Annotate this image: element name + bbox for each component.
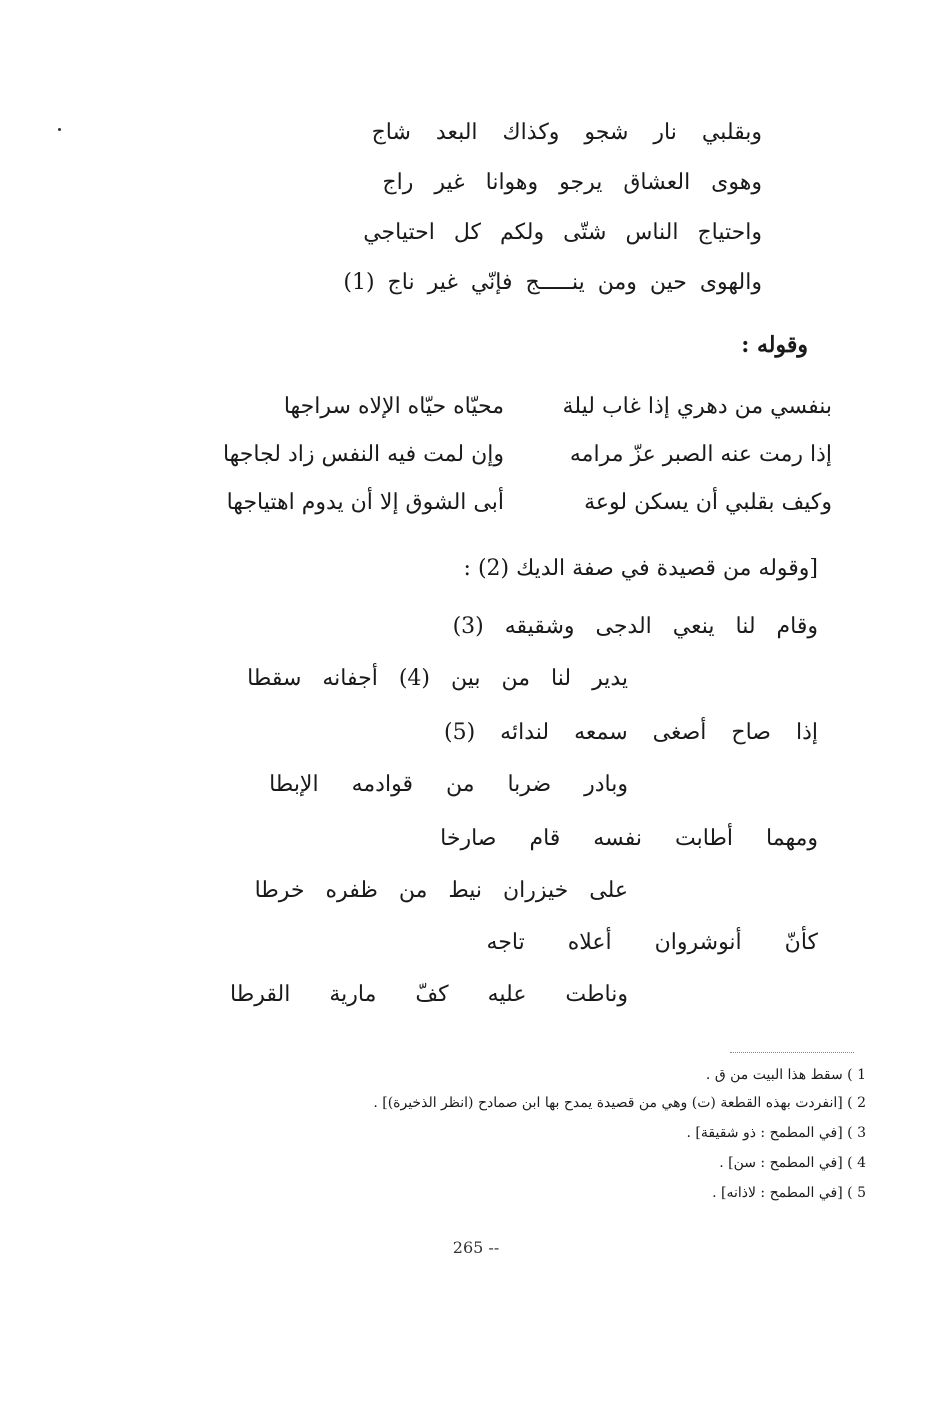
poem2-verse-1-left: محيّاه حيّاه الإلاه سراجها <box>283 394 504 419</box>
poem3-verse-3-left: على خيزران نيط من ظفره خرطا <box>254 878 628 903</box>
heading-rooster-poem: [وقوله من قصيدة في صفة الديك (2) : <box>463 556 818 581</box>
footnote-4: 4 ) [في المطمح : سن] . <box>719 1155 866 1171</box>
footnote-separator <box>730 1052 854 1053</box>
footnote-3: 3 ) [في المطمح : ذو شقيقة] . <box>686 1125 866 1141</box>
stray-mark <box>58 128 61 131</box>
poem3-verse-2-left: وبادر ضربا من قوادمه الإبطا <box>269 772 628 797</box>
poem3-verse-4-right: كأنّ أنوشروان أعلاه تاجه <box>486 930 818 955</box>
footnote-5: 5 ) [في المطمح : لاذانه] . <box>712 1185 866 1201</box>
footnote-1: 1 ) سقط هذا البيت من ق . <box>705 1067 866 1083</box>
poem3-verse-3-right: ومهما أطابت نفسه قام صارخا <box>440 826 818 851</box>
poem1-line-2: وهوى العشاق يرجو وهوانا غير راج <box>382 170 762 195</box>
poem2-verse-1-right: بنفسي من دهري إذا غاب ليلة <box>562 394 832 419</box>
poem2-verse-3-left: أبى الشوق إلا أن يدوم اهتياجها <box>226 490 504 515</box>
page-number: 265 -- <box>452 1238 500 1257</box>
poem3-verse-1-right: وقام لنا ينعي الدجى وشقيقه (3) <box>452 614 818 639</box>
heading-qawluhu: وقوله : <box>741 332 808 358</box>
poem3-verse-4-left: وناطت عليه كفّ مارية القرطا <box>230 982 628 1007</box>
poem3-verse-2-right: إذا صاح أصغى سمعه لندائه (5) <box>444 720 818 745</box>
footnote-2: 2 ) [انفردت بهذه القطعة (ت) وهي من قصيدة يمدح بها ابن صمادح (انظر الذخيرة)] . <box>373 1095 866 1111</box>
poem2-verse-2-right: إذا رمت عنه الصبر عزّ مرامه <box>569 442 832 467</box>
poem2-verse-3-right: وكيف بقلبي أن يسكن لوعة <box>584 490 832 515</box>
poem1-line-3: واحتياج الناس شتّى ولكم كل احتياجي <box>363 220 762 245</box>
poem2-verse-2-left: وإن لمت فيه النفس زاد لجاجها <box>222 442 504 467</box>
poem3-verse-1-left: يدير لنا من بين (4) أجفانه سقطا <box>247 666 628 691</box>
poem1-line-1: وبقلبي نار شجو وكذاك البعد شاج <box>371 120 762 145</box>
poem1-line-4: والهوى حين ومن ينـــــج فإنّي غير ناج (1) <box>343 270 762 295</box>
